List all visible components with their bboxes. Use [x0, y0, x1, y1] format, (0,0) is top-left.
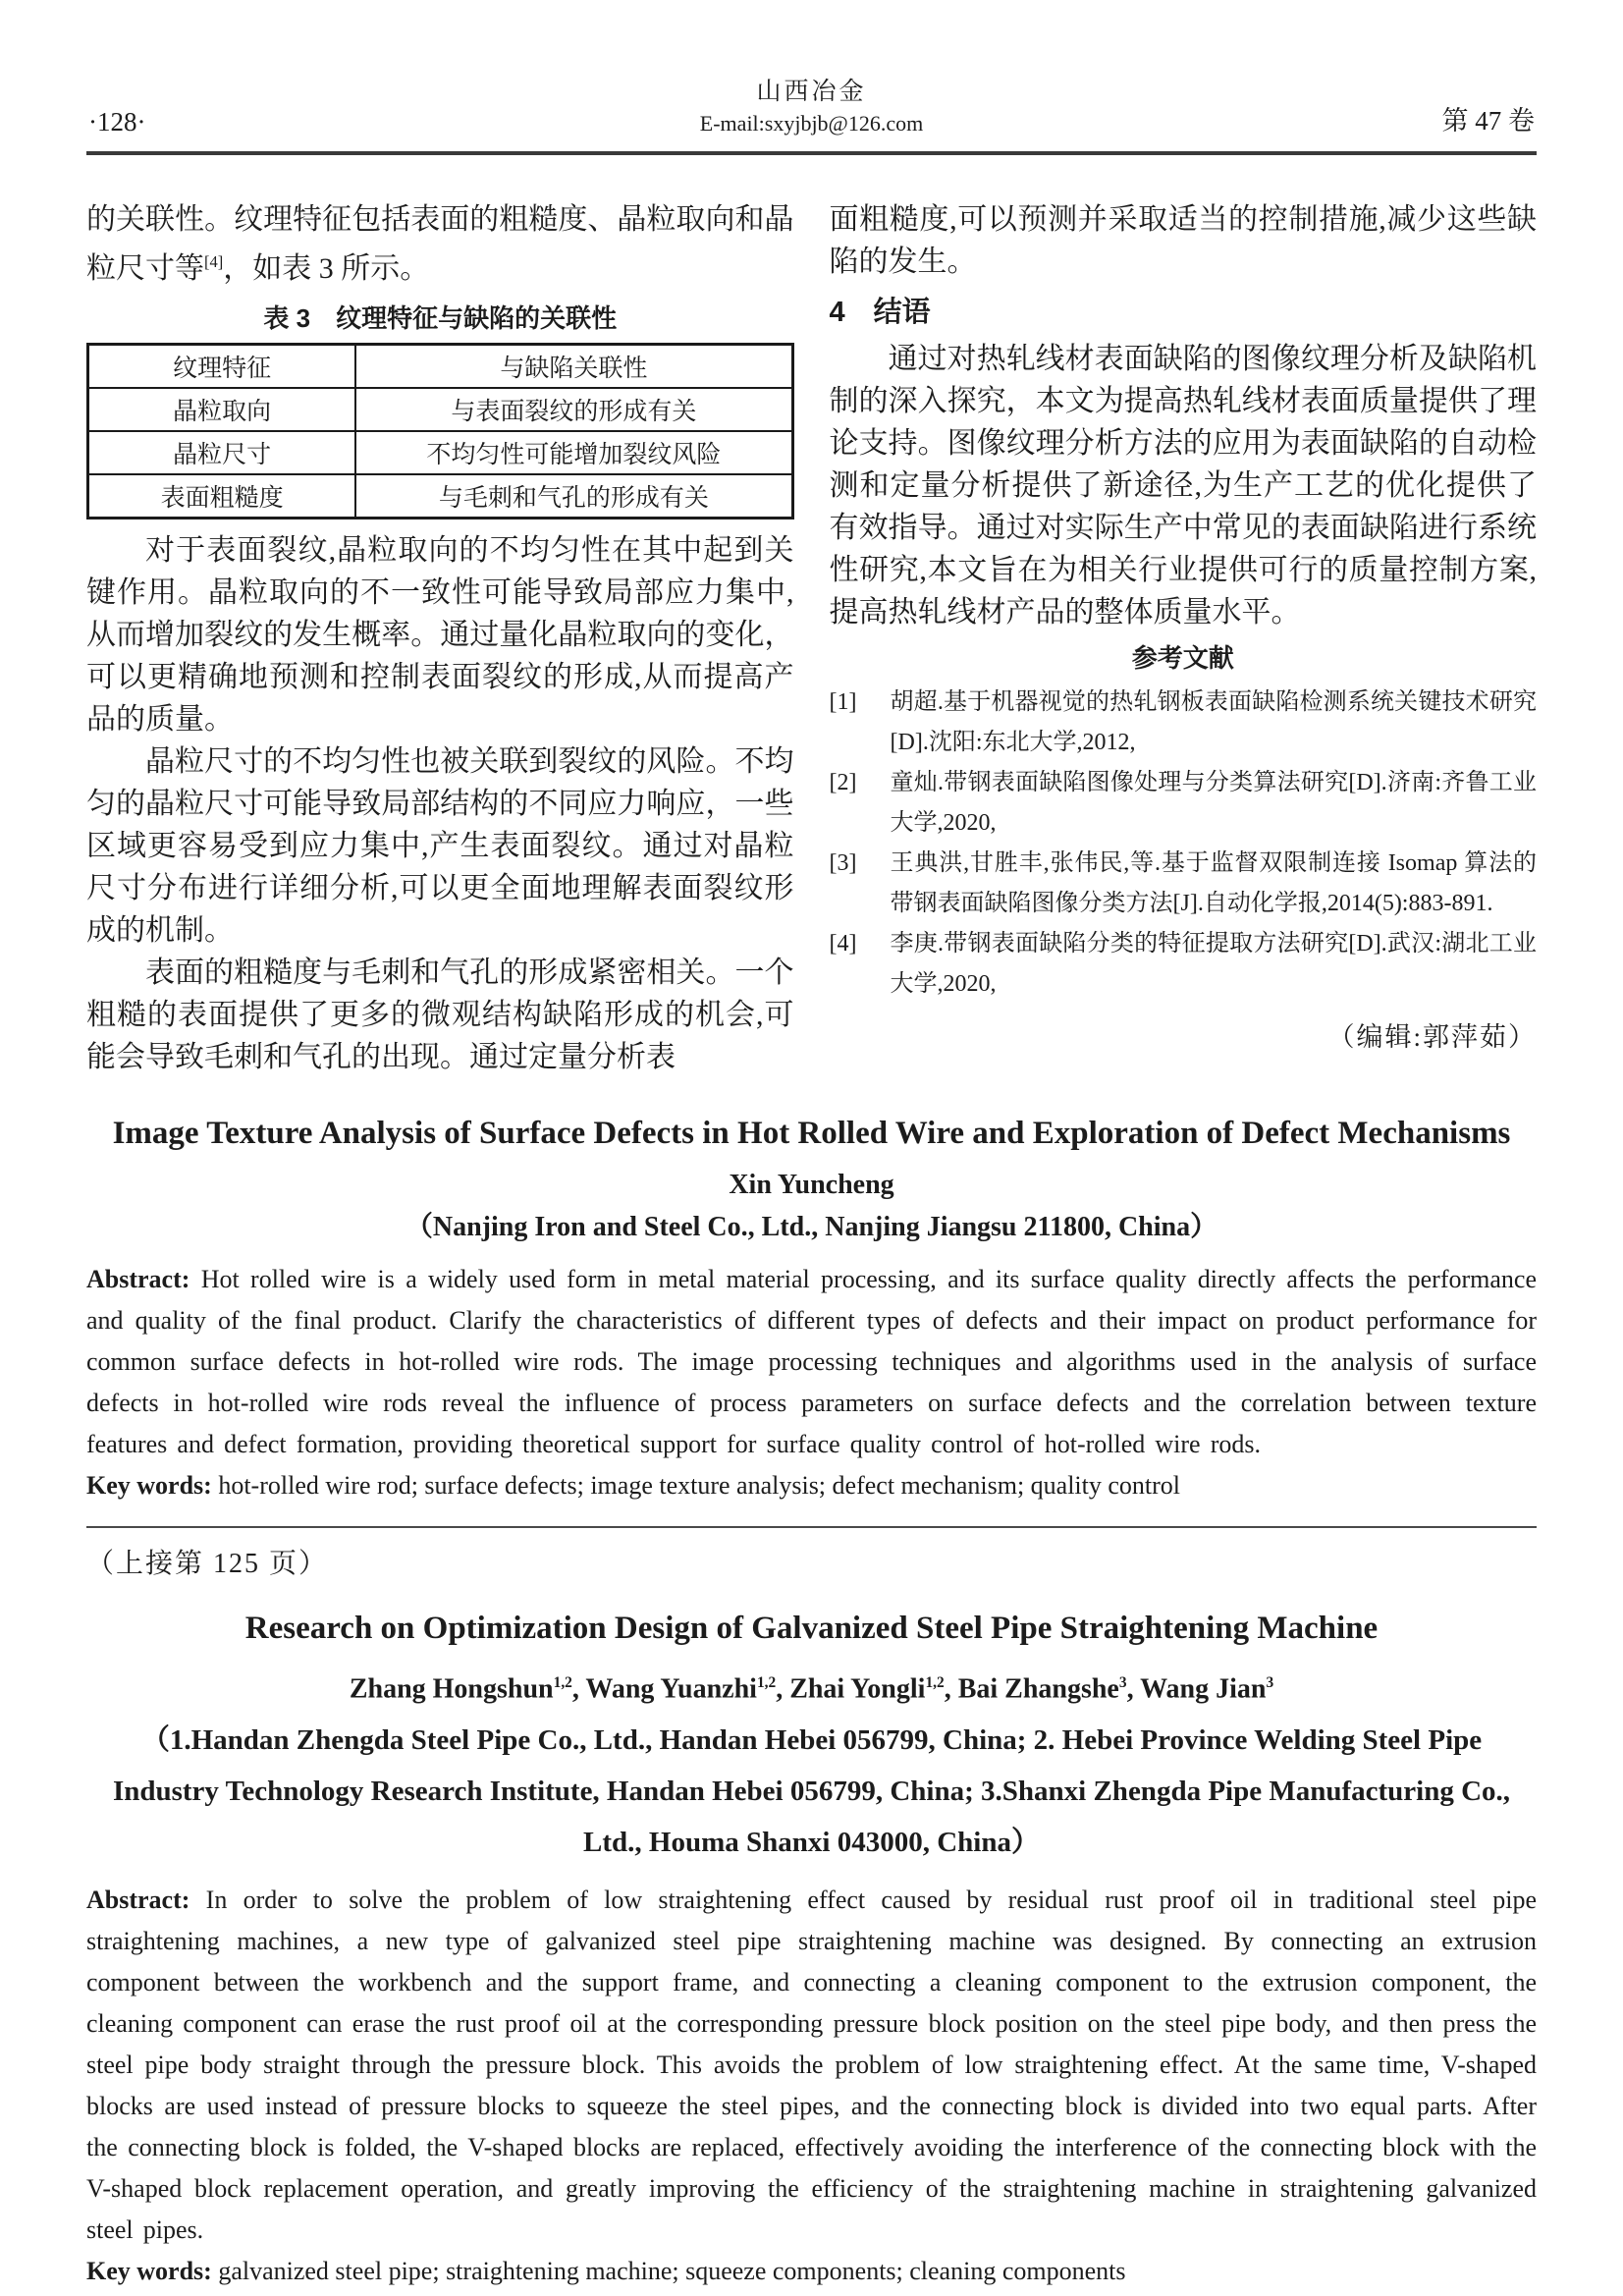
author-affiliation-superscript: 3 [1118, 1674, 1127, 1691]
page-number: ·128· [88, 107, 146, 137]
author-affiliation-superscript: 3 [1266, 1674, 1274, 1691]
keywords-label: Key words: [86, 1471, 212, 1500]
table-header-cell: 与缺陷关联性 [355, 345, 792, 389]
article1-english-block [86, 1106, 1537, 1506]
paragraph-continuation: 面粗糙度,可以预测并采取适当的控制措施,减少这些缺陷的发生。 [829, 203, 1537, 278]
reference-text: 胡超.基于机器视觉的热轧钢板表面缺陷检测系统关键技术研究[D].沈阳:东北大学,2012, [890, 689, 1537, 755]
paragraph-text: ，如表 3 所示。 [223, 252, 430, 285]
table-cell: 与表面裂纹的形成有关 [355, 388, 792, 431]
abstract-text: Hot rolled wire is a widely used form in metal material processing, and its surface quality directly affects the performance and quality of the final product. Clarify the characteristics of different types of defects and their impact on product performance for common surface defects in hot-rolled wire rods. The image processing techniques and algorithms used in the analysis of surface defects in hot-rolled wire rods reveal the influence of process parameters on surface defects and the correlation between texture features and defect formation, providing theoretical support for surface quality control of hot-rolled wire rods. [86, 1265, 1537, 1458]
reference-text: 李庚.带钢表面缺陷分类的特征提取方法研究[D].武汉:湖北工业大学,2020, [890, 931, 1537, 997]
left-column [86, 198, 794, 1078]
table-header-row [88, 345, 793, 389]
abstract-text: In order to solve the problem of low straightening effect caused by residual rust proof oil in traditional steel pipe straightening machines, a new type of galvanized steel pipe straightening machine was designed. By connecting an extrusion component between the workbench and the support frame, and connecting a cleaning component to the extrusion component, the cleaning component can erase the rust proof oil at the corresponding pressure block position on the steel pipe body, and then press the steel pipe body straight through the pressure block. This avoids the problem of low straightening effect. At the same time, V-shaped blocks are used instead of pressure blocks to squeeze the steel pipes, and the connecting block is divided into two equal parts. After the connecting block is folded, the V-shaped blocks are replaced, effectively avoiding the interference of the connecting block with the V-shaped block replacement operation, and greatly improving the efficiency of the straightening machine in straightening galvanized steel pipes. [86, 1886, 1537, 2245]
continuation-note: （上接第 125 页） [86, 1549, 329, 1579]
conclusion-paragraph: 通过对热轧线材表面缺陷的图像纹理分析及缺陷机制的深入探究，本文为提高热轧线材表面质量提供了理论支持。图像纹理分析方法的应用为表面缺陷的自动检测和定量分析提供了新途径,为生产工艺的优化提供了有效指导。通过对实际生产中常见的表面缺陷进行系统性研究,本文旨在为相关行业提供可行的质量控制方案,提高热轧线材产品的整体质量水平。 [829, 343, 1537, 629]
editor-note: （编辑:郭萍茹） [1327, 1022, 1537, 1052]
author-affiliation-superscript: 1,2 [553, 1674, 572, 1691]
texture-defect-table [86, 343, 794, 519]
author-separator: , [1126, 1673, 1141, 1705]
article2-affiliation: （1.Handan Zhengda Steel Pipe Co., Ltd., Handan Hebei 056799, China; 2. Hebei Province Welding Steel Pipe Industry Technology Research Institute, Handan Hebei 056799, China; 3.Shanxi Zhengda Pipe Manufacturing Co., Ltd., Houma Shanxi 043000, China） [112, 1724, 1511, 1859]
reference-number: [4] [829, 931, 857, 957]
table-row [88, 388, 793, 431]
table-row [88, 431, 793, 474]
reference-item [830, 763, 1538, 844]
section-divider [86, 1526, 1537, 1528]
table-cell: 晶粒尺寸 [88, 431, 356, 474]
article1-abstract [86, 1259, 1537, 1465]
author-separator: , [571, 1673, 586, 1705]
reference-number: [3] [829, 850, 857, 876]
author-name: Wang Yuanzhi [585, 1673, 757, 1705]
section-heading-conclusion: 4 结语 [829, 297, 931, 328]
article2-english-block [86, 1601, 1537, 2292]
reference-text: 童灿.带钢表面缺陷图像处理与分类算法研究[D].济南:齐鲁工业大学,2020, [890, 770, 1537, 836]
table-caption: 表 3 纹理特征与缺陷的关联性 [263, 303, 618, 333]
reference-item [830, 924, 1538, 1005]
body-paragraph: 表面的粗糙度与毛刺和气孔的形成紧密相关。一个粗糙的表面提供了更多的微观结构缺陷形成的机会,可能会导致毛刺和气孔的出现。通过定量分析表 [86, 957, 794, 1073]
reference-item [830, 844, 1538, 924]
article2-abstract [86, 1880, 1537, 2251]
author-separator: , [944, 1673, 958, 1705]
article1-author: Xin Yuncheng [729, 1170, 894, 1200]
abstract-label: Abstract: [86, 1886, 190, 1915]
volume-label: 第 47 卷 [1441, 106, 1535, 136]
body-paragraph: 晶粒尺寸的不均匀性也被关联到裂纹的风险。不均匀的晶粒尺寸可能导致局部结构的不同应力响应，一些区域更容易受到应力集中,产生表面裂纹。通过对晶粒尺寸分布进行详细分析,可以更全面地理解表面裂纹形成的机制。 [86, 745, 794, 947]
journal-email: E-mail:sxyjbjb@126.com [699, 111, 924, 136]
paragraph-continuation [86, 198, 794, 290]
abstract-label: Abstract: [86, 1265, 190, 1293]
header-center [86, 77, 1537, 139]
author-affiliation-superscript: 1,2 [756, 1674, 777, 1691]
table-cell: 晶粒取向 [88, 388, 356, 431]
page-header [86, 77, 1537, 155]
keywords-text: hot-rolled wire rod; surface defects; image texture analysis; defect mechanism; quality control [211, 1471, 1181, 1500]
reference-number: [2] [829, 770, 857, 795]
paragraph-text: 的关联性。纹理特征包括表面的粗糙度、晶粒取向和晶粒尺寸等 [86, 203, 794, 285]
article2-keywords [86, 2251, 1537, 2292]
author-separator: , [776, 1673, 790, 1705]
reference-item [830, 683, 1538, 763]
keywords-text: galvanized steel pipe; straightening machine; squeeze components; cleaning components [211, 2257, 1126, 2286]
author-name: Zhang Hongshun [349, 1673, 554, 1705]
author-name: Bai Zhangshe [957, 1673, 1119, 1705]
table-cell: 不均匀性可能增加裂纹风险 [355, 431, 792, 474]
right-column [830, 198, 1538, 1078]
article2-title: Research on Optimization Design of Galvanized Steel Pipe Straightening Machine [244, 1611, 1379, 1646]
table-header-cell: 纹理特征 [88, 345, 356, 389]
article2-authors [86, 1664, 1537, 1709]
author-name: Zhai Yongli [789, 1673, 926, 1705]
table-cell: 表面粗糙度 [88, 474, 356, 519]
journal-title: 山西冶金 [756, 79, 867, 105]
article1-keywords [86, 1465, 1537, 1506]
reference-text: 王典洪,甘胜丰,张伟民,等.基于监督双限制连接 Isomap 算法的带钢表面缺陷图像分类方法[J].自动化学报,2014(5):883-891. [890, 850, 1537, 916]
citation-superscript: [4] [204, 252, 224, 271]
table-row [88, 474, 793, 519]
references-heading: 参考文献 [1131, 643, 1234, 673]
reference-number: [1] [829, 689, 857, 715]
two-column-section [86, 198, 1537, 1078]
keywords-label: Key words: [86, 2257, 212, 2286]
article1-affiliation: （Nanjing Iron and Steel Co., Ltd., Nanjing Jiangsu 211800, China） [405, 1212, 1218, 1242]
body-paragraph: 对于表面裂纹,晶粒取向的不均匀性在其中起到关键作用。晶粒取向的不一致性可能导致局部应力集中,从而增加裂纹的发生概率。通过量化晶粒取向的变化，可以更精确地预测和控制表面裂纹的形成,从而提高产品的质量。 [86, 534, 794, 736]
article1-title: Image Texture Analysis of Surface Defects in Hot Rolled Wire and Exploration of Defect Mechanisms [112, 1116, 1511, 1151]
table-cell: 与毛刺和气孔的形成有关 [355, 474, 792, 519]
author-name: Wang Jian [1140, 1673, 1267, 1705]
author-affiliation-superscript: 1,2 [925, 1674, 945, 1691]
